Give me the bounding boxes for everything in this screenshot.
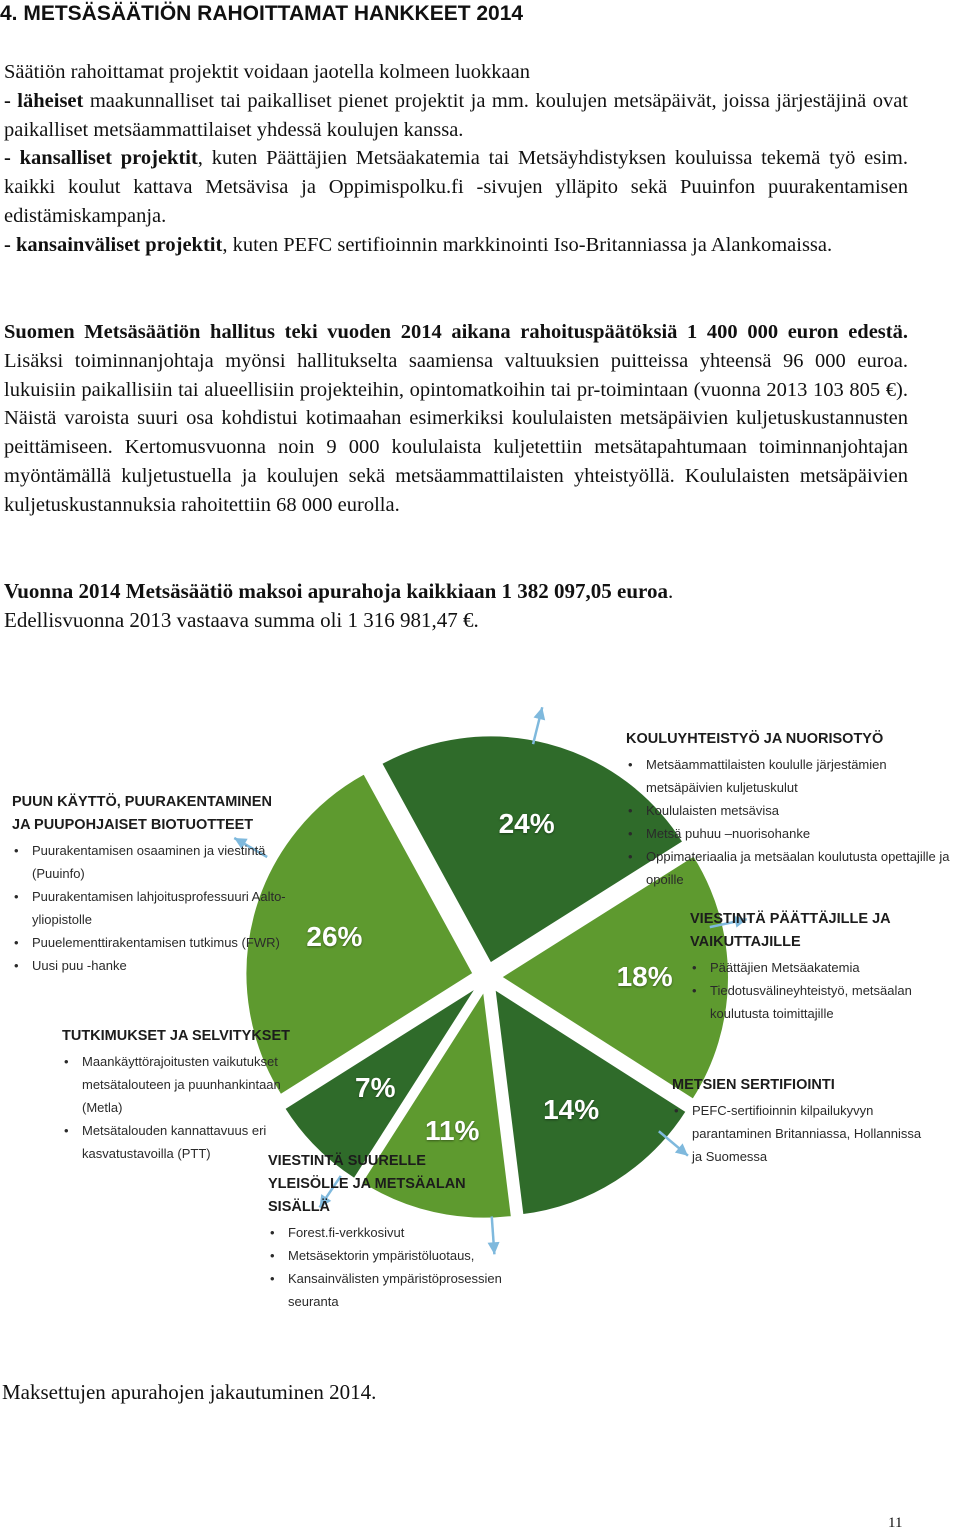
intro-lead: Säätiön rahoittamat projektit voidaan jaotella kolmeen luokkaan bbox=[4, 61, 531, 83]
decisions-bold: Suomen Metsäsäätiön hallitus teki vuoden 2014 aikana rahoituspäätöksiä 1 400 000 euron edestä. bbox=[4, 321, 908, 343]
category-tutkimus bbox=[62, 1025, 302, 1165]
intro-national bbox=[4, 144, 908, 230]
category-yleiso-item: • Forest.fi-verkkosivut bbox=[268, 1221, 508, 1244]
page-number: 11 bbox=[888, 1515, 903, 1531]
category-puu-item: • Uusi puu -hanke bbox=[12, 954, 310, 977]
category-yleiso bbox=[268, 1150, 508, 1313]
slice-label: 24% bbox=[498, 808, 555, 840]
national-label: - kansalliset projektit bbox=[4, 147, 198, 170]
slice-label: 11% bbox=[424, 1114, 480, 1146]
category-koulu-item: • Metsäammattilaisten koululle järjestämien metsäpäivien kuljetuskulut bbox=[626, 753, 956, 799]
summary-line-2: Edellisvuonna 2013 vastaava summa oli 1 316 981,47 €. bbox=[4, 608, 479, 632]
category-koulu-title: KOULUYHTEISTYÖ JA NUORISOTYÖ bbox=[626, 731, 884, 747]
category-paattajat bbox=[690, 908, 930, 1025]
category-puu bbox=[12, 791, 310, 977]
local-label: - läheiset bbox=[4, 89, 84, 112]
intro-block bbox=[4, 58, 908, 260]
slice-label: 7% bbox=[355, 1072, 396, 1104]
category-koulu-item: • Metsä puhuu –nuorisohanke bbox=[626, 822, 956, 845]
summary-bold: Vuonna 2014 Metsäsäätiö maksoi apurahoja kaikkiaan 1 382 097,05 euroa bbox=[4, 579, 668, 603]
figure-caption: Maksettujen apurahojen jakautuminen 2014. bbox=[2, 1380, 377, 1404]
category-paattajat-item: • Päättäjien Metsäakatemia bbox=[690, 956, 930, 979]
international-text: , kuten PEFC sertifioinnin markkinointi Iso-Britanniassa ja Alankomaissa. bbox=[222, 233, 833, 256]
category-puu-title-2: JA PUUPOHJAISET BIOTUOTTEET bbox=[12, 817, 254, 833]
category-puu-title-1: PUUN KÄYTTÖ, PUURAKENTAMINEN bbox=[12, 794, 272, 810]
category-koulu-item: • Oppimateriaalia ja metsäalan koulutusta opettajille ja opoille bbox=[626, 845, 956, 891]
slice-label: 18% bbox=[616, 961, 673, 993]
category-koulu-item: • Koululaisten metsävisa bbox=[626, 799, 956, 822]
category-yleiso-title-2: YLEISÖLLE JA METSÄALAN bbox=[268, 1176, 466, 1192]
intro-international bbox=[4, 231, 908, 260]
category-puu-item: • Puurakentamisen lahjoitusprofessuuri Aalto-yliopistolle bbox=[12, 885, 310, 931]
category-yleiso-item: • Metsäsektorin ympäristöluotaus, bbox=[268, 1244, 508, 1267]
category-tutkimus-title: TUTKIMUKSET JA SELVITYKSET bbox=[62, 1028, 290, 1044]
category-paattajat-title-2: VAIKUTTAJILLE bbox=[690, 934, 801, 950]
category-paattajat-title-1: VIESTINTÄ PÄÄTTÄJILLE JA bbox=[690, 911, 891, 927]
national-text: , kuten Päättäjien Metsäakatemia tai Metsäyhdistyksen kouluissa tekemä työ esim. kaikki koulut kattava Metsävisa ja Oppimispolku.fi -sivujen ylläpito sekä Puuinfon puurakentamisen edistämiskampanja. bbox=[4, 147, 908, 227]
category-tutkimus-item: • Metsätalouden kannattavuus eri kasvatustavoilla (PTT) bbox=[62, 1119, 302, 1165]
category-sertifiointi-title: METSIEN SERTIFIOINTI bbox=[672, 1077, 835, 1093]
category-sertifiointi bbox=[672, 1074, 930, 1168]
category-paattajat-item: • Tiedotusvälineyhteistyö, metsäalan koulutusta toimittajille bbox=[690, 979, 930, 1025]
category-yleiso-title-1: VIESTINTÄ SUURELLE bbox=[268, 1153, 426, 1169]
category-yleiso-title-3: SISÄLLÄ bbox=[268, 1199, 331, 1215]
category-yleiso-item: • Kansainvälisten ympäristöprosessien seuranta bbox=[268, 1267, 508, 1313]
summary-line-1 bbox=[4, 577, 934, 606]
category-puu-item: • Puuelementtirakentamisen tutkimus (FWR) bbox=[12, 931, 310, 954]
category-sertifiointi-item: • PEFC-sertifioinnin kilpailukyvyn parantaminen Britanniassa, Hollannissa ja Suomessa bbox=[672, 1099, 930, 1168]
international-label: - kansainväliset projektit bbox=[4, 233, 223, 256]
category-tutkimus-item: • Maankäyttörajoitusten vaikutukset metsätalouteen ja puunhankintaan (Metla) bbox=[62, 1050, 302, 1119]
decisions-paragraph bbox=[4, 318, 908, 520]
category-koulu bbox=[626, 728, 956, 891]
decisions-text: Lisäksi toiminnanjohtaja myönsi hallitukselta saamiensa valtuuksien puitteissa yhteensä 96 000 euroa. lukuisiin paikallisiin tai alueellisiin projekteihin, opintomatkoihin tai pr-toimintaan (vuonna 2013 103 805 €). Näistä varoista suuri osa kohdistui kotimaahan esimerkiksi koululaisten metsäpäivien kuljetuskustannusten peittämiseen. Kertomusvuonna noin 9 000 koululaista kuljetettiin metsätapahtumaan toiminnanjohtajan myöntämällä kuljetustuella ja koulujen sekä metsäammattilaisten yhteistyöllä. Koululaisten metsäpäivien kuljetuskustannuksia rahoitettiin 68 000 eurolla. bbox=[4, 349, 908, 516]
arrow-koulu bbox=[533, 707, 545, 744]
intro-local bbox=[4, 87, 908, 145]
slice-label: 14% bbox=[543, 1094, 600, 1126]
summary-bold-end: . bbox=[667, 579, 674, 603]
summary-block bbox=[4, 577, 934, 635]
local-text: maakunnalliset tai paikalliset pienet projektit ja mm. koulujen metsäpäivät, joissa järjestäjinä ovat paikalliset metsäammattilaiset yhdessä koulujen kanssa. bbox=[4, 89, 909, 141]
category-puu-item: • Puurakentamisen osaaminen ja viestintä (Puuinfo) bbox=[12, 839, 310, 885]
section-heading: 4. METSÄSÄÄTIÖN RAHOITTAMAT HANKKEET 2014 bbox=[0, 2, 524, 25]
grant-distribution-infographic bbox=[0, 690, 960, 1330]
slice-label: 26% bbox=[306, 921, 363, 953]
